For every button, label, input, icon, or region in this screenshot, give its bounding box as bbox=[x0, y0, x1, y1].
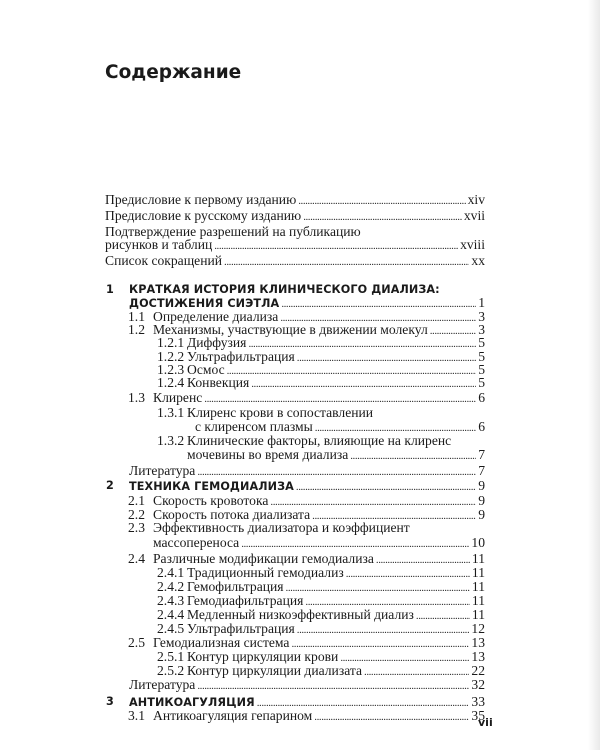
toc-entry-text: Медленный низкоэффективный диализ bbox=[187, 606, 414, 622]
chapter-title: АНТИКОАГУЛЯЦИЯ bbox=[129, 695, 255, 709]
chapter-number: 3 bbox=[106, 694, 114, 708]
toc-page-number: 32 bbox=[471, 676, 485, 692]
toc-page-number: 9 bbox=[478, 492, 485, 508]
toc-entry bbox=[129, 676, 485, 693]
toc-entry-text: мочевины во время диализа bbox=[187, 447, 349, 463]
toc-entry-text: рисунков и таблиц bbox=[105, 237, 213, 253]
toc-entry-text: Клинические факторы, влияющие на клиренс bbox=[187, 433, 452, 449]
leader-dots bbox=[224, 252, 469, 271]
chapter-title: КРАТКАЯ ИСТОРИЯ КЛИНИЧЕСКОГО ДИАЛИЗА: bbox=[129, 282, 440, 296]
toc-page-number: 22 bbox=[471, 662, 485, 678]
section-number: 1.1 bbox=[128, 308, 145, 324]
toc-entry-text: Список сокращений bbox=[105, 253, 223, 269]
toc-page-number: 7 bbox=[478, 462, 485, 478]
toc-entry-text: Традиционный гемодиализ bbox=[187, 564, 344, 580]
toc-page-number: 5 bbox=[478, 375, 485, 391]
toc-page-number: 6 bbox=[478, 418, 485, 434]
toc-page-number: 33 bbox=[471, 693, 485, 709]
toc-page-number: xvii bbox=[463, 208, 485, 223]
page-folio: vii bbox=[478, 716, 493, 729]
toc-page-number: 11 bbox=[471, 606, 485, 622]
toc-entry bbox=[105, 191, 485, 208]
toc-entry-text: Предисловие к русскому изданию bbox=[105, 208, 302, 223]
toc-entry-text: Скорость потока диализата bbox=[153, 506, 311, 522]
toc-page-number: 11 bbox=[471, 593, 485, 609]
chapter-number: 1 bbox=[106, 282, 114, 296]
toc-page-number: xiv bbox=[467, 192, 485, 207]
toc-entry bbox=[128, 707, 485, 724]
subsection-number: 2.4.5 bbox=[157, 620, 185, 636]
toc-entry-text: Антикоагуляция гепарином bbox=[153, 708, 313, 723]
toc-entry-text: Литература bbox=[129, 462, 196, 478]
toc-page-number: 7 bbox=[478, 447, 485, 463]
section-number: 1.2 bbox=[128, 321, 145, 337]
subsection-number: 1.3.2 bbox=[157, 433, 185, 449]
toc-entry-text: Ультрафильтрация bbox=[187, 348, 295, 364]
toc-page-number: 12 bbox=[471, 620, 485, 636]
toc-entry-text: Осмос bbox=[187, 361, 225, 377]
toc-entry-text: Скорость кровотока bbox=[153, 492, 269, 508]
subsection-number: 2.4.3 bbox=[157, 593, 185, 609]
toc-entry-text: Конвекция bbox=[187, 375, 250, 391]
subsection-number: 2.5.2 bbox=[157, 662, 185, 678]
toc-entry-text: Клиренс bbox=[153, 390, 203, 406]
toc-page-number: 11 bbox=[471, 550, 485, 566]
subsection-number: 1.3.1 bbox=[157, 404, 185, 420]
section-number: 2.5 bbox=[128, 635, 145, 650]
toc-page-number: 5 bbox=[478, 361, 485, 377]
toc-entry-text: Литература bbox=[129, 676, 196, 692]
toc-entry-text: Подтверждение разрешений на публикацию bbox=[105, 224, 361, 239]
subsection-number: 2.4.4 bbox=[157, 606, 185, 622]
toc-entry-text: Диффузия bbox=[187, 335, 247, 351]
toc-page-number: 11 bbox=[471, 564, 485, 580]
toc-entry-text: с клиренсом плазмы bbox=[195, 418, 313, 434]
toc-page-number: 35 bbox=[471, 708, 485, 723]
subsection-number: 1.2.2 bbox=[157, 348, 185, 364]
subsection-number: 2.5.1 bbox=[157, 649, 185, 665]
toc-page-number: 5 bbox=[478, 335, 485, 351]
chapter-number: 2 bbox=[106, 478, 114, 492]
toc-page-number: xviii bbox=[460, 237, 485, 253]
toc-entry-text: Определение диализа bbox=[153, 308, 279, 324]
toc-page-number: 9 bbox=[478, 506, 485, 522]
toc-entry-text: Гемофильтрация bbox=[187, 579, 284, 594]
toc-entry-text: Гемодиализная система bbox=[153, 635, 290, 650]
toc-entry-text: Контур циркуляции диализата bbox=[187, 662, 363, 678]
page-title: Содержание bbox=[105, 62, 242, 83]
toc-entry-text: массопереноса bbox=[153, 535, 240, 551]
subsection-number: 2.4.1 bbox=[157, 564, 185, 580]
toc-entry bbox=[105, 207, 485, 224]
leader-dots bbox=[314, 707, 469, 726]
toc-entry-text: Ультрафильтрация bbox=[187, 620, 295, 636]
section-number: 1.3 bbox=[128, 390, 145, 406]
subsection-number: 1.2.4 bbox=[157, 375, 185, 391]
toc-entry bbox=[105, 252, 485, 269]
toc-entry-text: Механизмы, участвующие в движении молекул bbox=[153, 321, 428, 337]
toc-page-number: 13 bbox=[471, 649, 485, 665]
toc-entry-text: Предисловие к первому изданию bbox=[105, 192, 297, 207]
toc-entry-text: Гемодиафильтрация bbox=[187, 593, 304, 609]
toc-page-number: 13 bbox=[471, 635, 485, 650]
toc-entry-text: Клиренс крови в сопоставлении bbox=[187, 404, 374, 420]
section-number: 2.4 bbox=[128, 550, 145, 566]
toc-page-number: 3 bbox=[478, 308, 485, 324]
toc-page-number: xx bbox=[471, 253, 485, 269]
toc-entry bbox=[105, 236, 485, 253]
toc-page-number: 1 bbox=[478, 295, 485, 311]
subsection-number: 1.2.1 bbox=[157, 335, 185, 351]
toc-page-number: 11 bbox=[471, 579, 485, 594]
chapter-title: ДОСТИЖЕНИЯ СИЭТЛА bbox=[129, 297, 280, 311]
section-number: 3.1 bbox=[128, 708, 145, 723]
section-number: 2.2 bbox=[128, 506, 145, 522]
subsection-number: 2.4.2 bbox=[157, 579, 185, 594]
chapter-title: ТЕХНИКА ГЕМОДИАЛИЗА bbox=[129, 479, 294, 493]
toc-page-number: 6 bbox=[478, 390, 485, 406]
toc-page-number: 5 bbox=[478, 348, 485, 364]
section-number: 2.3 bbox=[128, 520, 145, 536]
toc-page-number: 10 bbox=[471, 535, 485, 551]
toc-entry-text: Эффективность диализатора и коэффициент bbox=[153, 520, 410, 536]
toc-page-number: 3 bbox=[478, 321, 485, 337]
toc-page-number: 9 bbox=[478, 477, 485, 493]
subsection-number: 1.2.3 bbox=[157, 361, 185, 377]
section-number: 2.1 bbox=[128, 492, 145, 508]
toc-entry-text: Контур циркуляции крови bbox=[187, 649, 339, 665]
toc-entry-text: Различные модификации гемодиализа bbox=[153, 550, 374, 566]
